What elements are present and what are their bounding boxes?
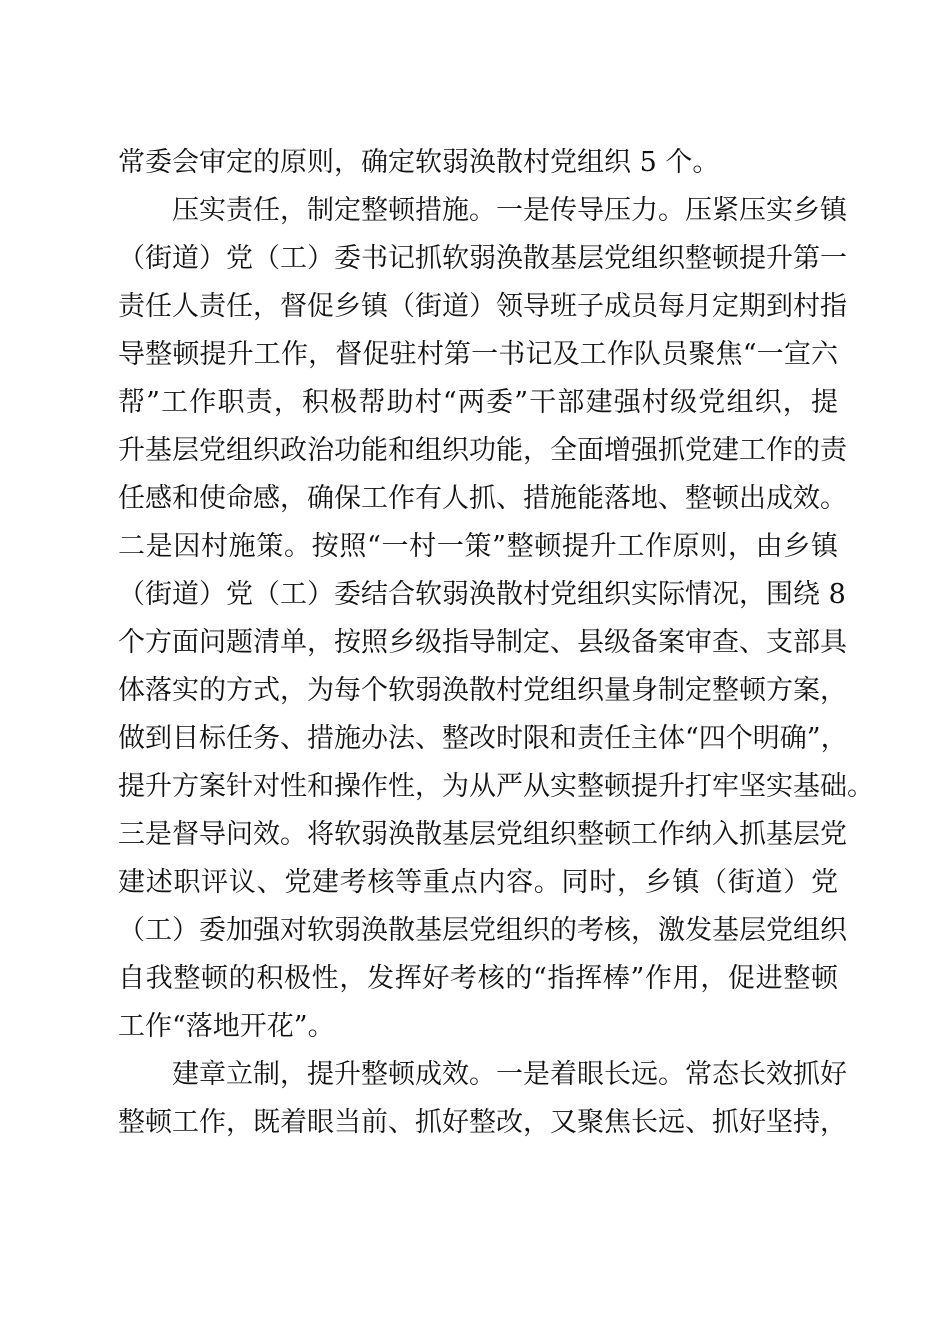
text-line: 整顿工作，既着眼当前、抓好整改，又聚焦长远、抓好坚持， (118, 1107, 847, 1138)
text-line: 常委会审定的原则，确定软弱涣散村党组织 5 个。 (118, 147, 720, 178)
text-line: 提升方案针对性和操作性，为从严从实整顿提升打牢坚实基础。 (118, 771, 874, 802)
text-line: 升基层党组织政治功能和组织功能，全面增强抓党建工作的责 (118, 435, 847, 466)
text-line: 二是因村施策。按照“一村一策”整顿提升工作原则，由乡镇 (118, 531, 838, 562)
text-line: （街道）党（工）委书记抓软弱涣散基层党组织整顿提升第一 (118, 243, 847, 274)
text-line: 做到目标任务、措施办法、整改时限和责任主体“四个明确”， (118, 723, 848, 754)
text-line: （工）委加强对软弱涣散基层党组织的考核，激发基层党组织 (118, 915, 847, 946)
text-line: 责任人责任，督促乡镇（街道）领导班子成员每月定期到村指 (118, 291, 847, 322)
document-body (118, 139, 874, 1147)
paragraph-start-line: 建章立制，提升整顿成效。一是着眼长远。常态长效抓好 (172, 1059, 847, 1090)
text-line: 三是督导问效。将软弱涣散基层党组织整顿工作纳入抓基层党 (118, 819, 847, 850)
paragraph-start-line: 压实责任，制定整顿措施。一是传导压力。压紧压实乡镇 (172, 195, 847, 226)
text-line: 个方面问题清单，按照乡级指导制定、县级备案审查、支部具 (118, 627, 847, 658)
text-line: 体落实的方式，为每个软弱涣散村党组织量身制定整顿方案， (118, 675, 847, 706)
text-line: （街道）党（工）委结合软弱涣散村党组织实际情况，围绕 8 (118, 579, 846, 610)
text-line: 建述职评议、党建考核等重点内容。同时，乡镇（街道）党 (118, 867, 838, 898)
text-line: 任感和使命感，确保工作有人抓、措施能落地、整顿出成效。 (118, 483, 847, 514)
text-line: 自我整顿的积极性，发挥好考核的“指挥棒”作用，促进整顿 (118, 963, 838, 994)
text-line: 导整顿提升工作，督促驻村第一书记及工作队员聚焦“一宣六 (118, 339, 838, 370)
text-line: 帮”工作职责，积极帮助村“两委”干部建强村级党组织，提 (118, 387, 838, 418)
text-line: 工作“落地开花”。 (118, 1011, 335, 1042)
